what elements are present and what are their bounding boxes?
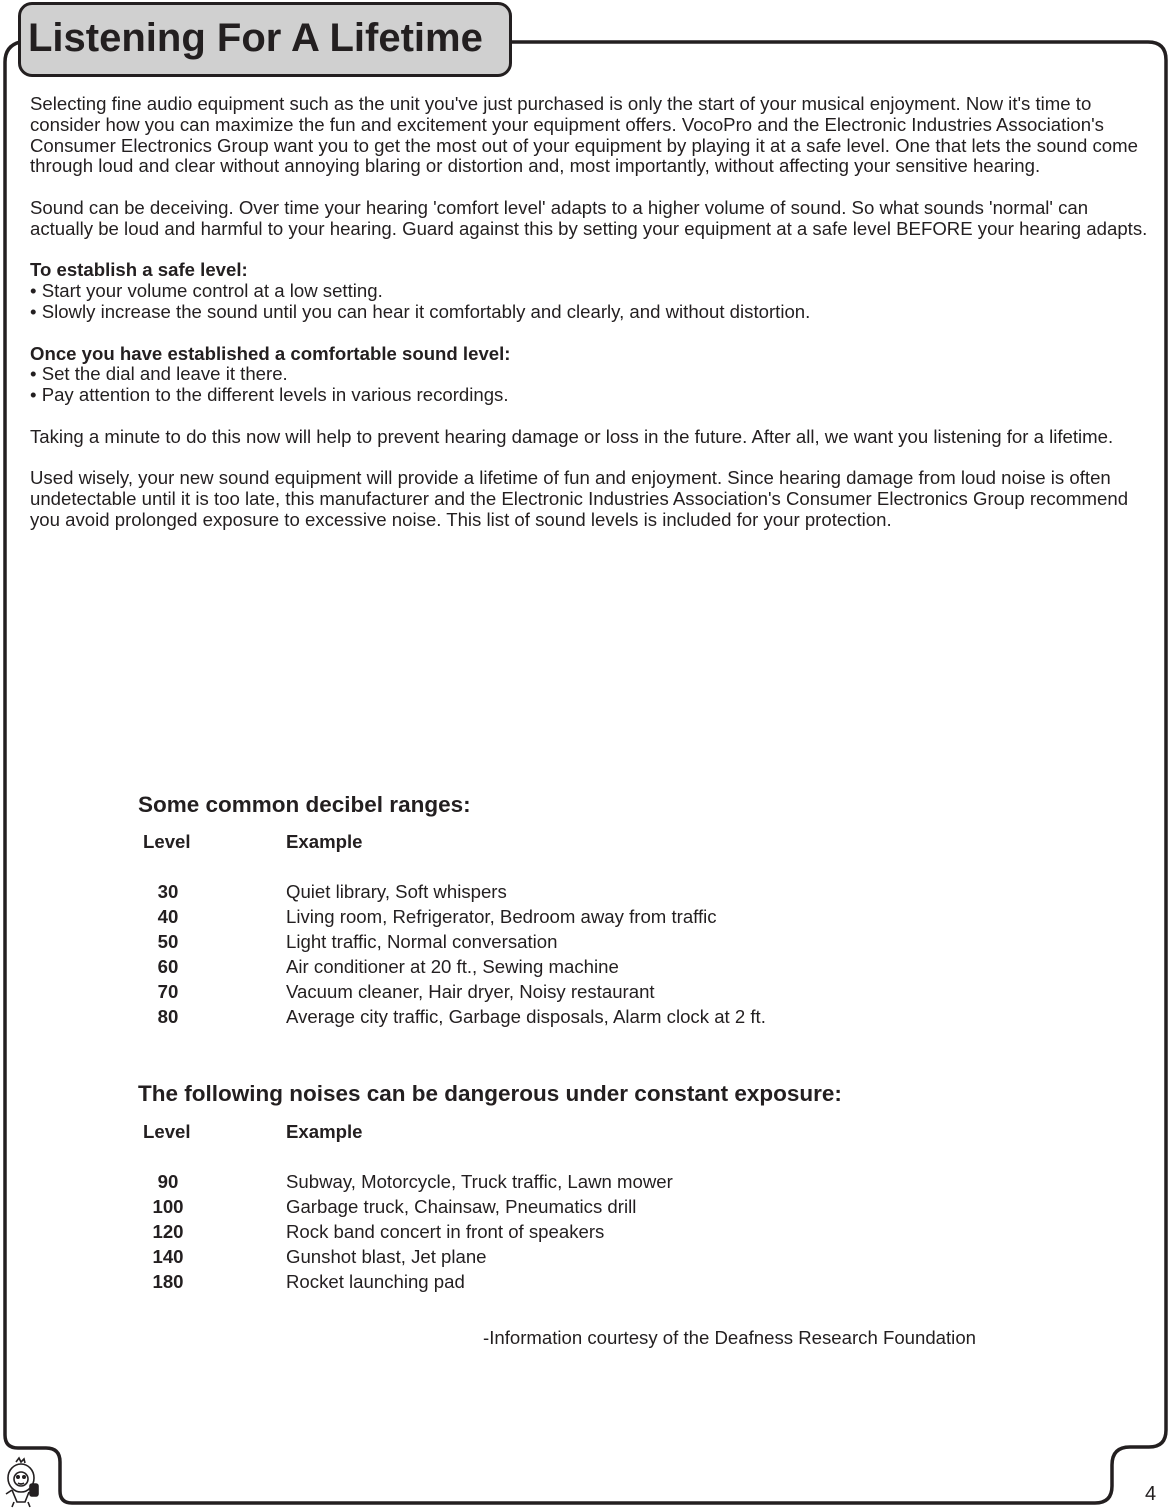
page-title: Listening For A Lifetime — [28, 16, 483, 60]
closing-paragraph-2: Used wisely, your new sound equipment will provide a lifetime of fun and enjoyment. Since hearing damage from loud noise is often undetectable until it is too late, this manufacturer and the Electronic Industries Association's Consumer Electronics Group recommend you avoid prolonged exposure to excessive noise. This list of sound levels is included for your protection. — [30, 467, 1129, 530]
table-row: 50 Light traffic, Normal conversation — [157, 931, 558, 952]
table-row: 120 Rock band concert in front of speakers — [152, 1221, 605, 1242]
table-row: 40 Living room, Refrigerator, Bedroom away from traffic — [157, 906, 717, 927]
table-row: 60 Air conditioner at 20 ft., Sewing machine — [157, 956, 619, 977]
table-row: 90 Subway, Motorcycle, Truck traffic, Lawn mower — [157, 1171, 673, 1192]
example-header: Example — [286, 831, 363, 852]
list-item: • Slowly increase the sound until you can hear it comfortably and clearly, and without distortion. — [30, 302, 827, 323]
lion-mascot-icon — [2, 1456, 44, 1508]
table-row: 140 Gunshot blast, Jet plane — [152, 1246, 487, 1267]
closing-paragraph-1: Taking a minute to do this now will help to prevent hearing damage or loss in the future. After all, we want you listening for a lifetime. — [30, 425, 1114, 447]
intro-paragraph-2: Sound can be deceiving. Over time your hearing 'comfort level' adapts to a higher volume of sound. So what sounds 'normal' can actually be loud and harmful to your hearing. Guard against this by setting your equipment at a safe level BEFORE your hearing adapts. — [30, 196, 1148, 239]
example-header: Example — [286, 1121, 363, 1142]
table-row: 70 Vacuum cleaner, Hair dryer, Noisy restaurant — [157, 981, 655, 1002]
safe-level-list — [30, 281, 1155, 323]
table-header — [138, 1119, 673, 1144]
level-header: Level — [143, 831, 191, 852]
credit-line: -Information courtesy of the Deafness Research Foundation — [483, 1327, 976, 1348]
list-item: • Set the dial and leave it there. — [30, 364, 1155, 385]
table-row: 100 Garbage truck, Chainsaw, Pneumatics drill — [152, 1196, 637, 1217]
dangerous-noises-table — [138, 1119, 673, 1294]
list-item: • Start your volume control at a low setting. — [30, 281, 1155, 302]
table-row: 80 Average city traffic, Garbage disposals, Alarm clock at 2 ft. — [157, 1006, 766, 1027]
common-ranges-table — [138, 829, 766, 1029]
intro-paragraph-1: Selecting fine audio equipment such as the unit you've just purchased is only the start of your musical enjoyment. Now it's time to consider how you can maximize the fun and excitement your equipment offers. VocoPro and the Electronic Industries Association's Consumer Electronics Group want you to get the most out of your equipment by playing it at a safe level. One that lets the sound come through loud and clear without annoying blaring or distortion and, most importantly, without affecting your sensitive hearing. — [30, 93, 1138, 177]
comfortable-level-list — [30, 364, 1155, 406]
common-ranges-title: Some common decibel ranges: — [138, 792, 471, 817]
table-header — [138, 829, 766, 854]
comfortable-level-heading: Once you have established a comfortable sound level: — [30, 342, 511, 364]
table-row: 30 Quiet library, Soft whispers — [157, 881, 507, 902]
page-number: 4 — [1145, 1483, 1157, 1505]
body-text — [30, 94, 1155, 552]
safe-level-heading: To establish a safe level: — [30, 259, 248, 281]
level-header: Level — [143, 1121, 191, 1142]
list-item: • Pay attention to the different levels in various recordings. — [30, 385, 1155, 406]
dangerous-noises-title: The following noises can be dangerous under constant exposure: — [138, 1081, 842, 1106]
table-row: 180 Rocket launching pad — [152, 1271, 465, 1292]
